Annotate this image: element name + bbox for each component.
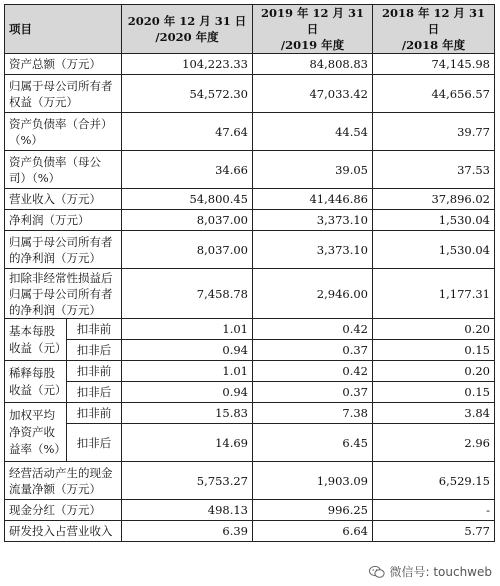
- row-group-label: 加权平均净资产收益率（%）: [5, 403, 67, 462]
- header-2018: 2018 年 12 月 31 日 /2018 年度: [373, 5, 495, 54]
- cell-2020: 8,037.00: [122, 210, 253, 231]
- row-group-label: 基本每股收益（元）: [5, 319, 67, 361]
- cell-2019: 3,373.10: [253, 231, 373, 269]
- cell-2020: 6.39: [122, 521, 253, 542]
- cell-2018: 0.20: [373, 361, 495, 382]
- financial-data-table: [4, 4, 495, 542]
- row-label: 资产负债率（合并）（%）: [5, 113, 122, 151]
- table-row: [5, 521, 495, 542]
- cell-2020: 14.69: [122, 424, 253, 462]
- cell-2020: 34.66: [122, 151, 253, 189]
- header-2020: 2020 年 12 月 31 日 /2020 年度: [122, 5, 253, 54]
- cell-2020: 1.01: [122, 319, 253, 340]
- cell-2020: 0.94: [122, 382, 253, 403]
- table-row: [5, 210, 495, 231]
- cell-2019: 3,373.10: [253, 210, 373, 231]
- cell-2019: 41,446.86: [253, 189, 373, 210]
- cell-2019: 0.42: [253, 319, 373, 340]
- row-sublabel: 扣非前: [67, 361, 122, 382]
- cell-2019: 0.42: [253, 361, 373, 382]
- cell-2020: 47.64: [122, 113, 253, 151]
- cell-2020: 7,458.78: [122, 269, 253, 319]
- row-label: 归属于母公司所有者权益（万元）: [5, 75, 122, 113]
- header-item: 项目: [5, 5, 122, 54]
- table-row: [5, 382, 495, 403]
- cell-2018: 0.20: [373, 319, 495, 340]
- table-row: [5, 361, 495, 382]
- cell-2019: 0.37: [253, 340, 373, 361]
- cell-2019: 7.38: [253, 403, 373, 424]
- table-row: [5, 340, 495, 361]
- table-row: [5, 403, 495, 424]
- row-label: 现金分红（万元）: [5, 500, 122, 521]
- row-label: 营业收入（万元）: [5, 189, 122, 210]
- header-2019: 2019 年 12 月 31 日 /2019 年度: [253, 5, 373, 54]
- row-label: 净利润（万元）: [5, 210, 122, 231]
- cell-2018: 0.15: [373, 340, 495, 361]
- row-sublabel: 扣非后: [67, 424, 122, 462]
- table-row: [5, 500, 495, 521]
- table-row: [5, 462, 495, 500]
- table-row: [5, 231, 495, 269]
- cell-2018: 37.53: [373, 151, 495, 189]
- cell-2019: 2,946.00: [253, 269, 373, 319]
- cell-2020: 498.13: [122, 500, 253, 521]
- cell-2020: 5,753.27: [122, 462, 253, 500]
- row-sublabel: 扣非后: [67, 382, 122, 403]
- row-group-label: 稀释每股收益（元）: [5, 361, 67, 403]
- cell-2018: 44,656.57: [373, 75, 495, 113]
- table-header-row: [5, 5, 495, 54]
- cell-2018: 6,529.15: [373, 462, 495, 500]
- cell-2019: 39.05: [253, 151, 373, 189]
- row-sublabel: 扣非前: [67, 403, 122, 424]
- row-label: 资产负债率（母公司）（%）: [5, 151, 122, 189]
- cell-2018: 1,177.31: [373, 269, 495, 319]
- wechat-watermark: [369, 563, 492, 580]
- cell-2019: 1,903.09: [253, 462, 373, 500]
- cell-2018: 0.15: [373, 382, 495, 403]
- cell-2018: 74,145.98: [373, 54, 495, 75]
- table-row: [5, 151, 495, 189]
- cell-2018: -: [373, 500, 495, 521]
- cell-2018: 5.77: [373, 521, 495, 542]
- cell-2019: 996.25: [253, 500, 373, 521]
- cell-2019: 44.54: [253, 113, 373, 151]
- table-row: [5, 424, 495, 462]
- wechat-icon: [369, 565, 385, 579]
- cell-2020: 104,223.33: [122, 54, 253, 75]
- table-row: [5, 269, 495, 319]
- row-label: 经营活动产生的现金流量净额（万元）: [5, 462, 122, 500]
- table-row: [5, 113, 495, 151]
- cell-2018: 39.77: [373, 113, 495, 151]
- cell-2020: 1.01: [122, 361, 253, 382]
- cell-2020: 8,037.00: [122, 231, 253, 269]
- row-label: 资产总额（万元）: [5, 54, 122, 75]
- cell-2019: 84,808.83: [253, 54, 373, 75]
- table-row: [5, 189, 495, 210]
- table-row: [5, 54, 495, 75]
- cell-2018: 3.84: [373, 403, 495, 424]
- row-label: 研发投入占营业收入: [5, 521, 122, 542]
- cell-2020: 54,800.45: [122, 189, 253, 210]
- table-row: [5, 75, 495, 113]
- cell-2019: 6.45: [253, 424, 373, 462]
- row-sublabel: 扣非后: [67, 340, 122, 361]
- cell-2020: 15.83: [122, 403, 253, 424]
- cell-2019: 6.64: [253, 521, 373, 542]
- cell-2018: 37,896.02: [373, 189, 495, 210]
- cell-2019: 0.37: [253, 382, 373, 403]
- row-label: 归属于母公司所有者的净利润（万元）: [5, 231, 122, 269]
- watermark-text: 微信号: touchweb: [389, 565, 492, 579]
- cell-2020: 54,572.30: [122, 75, 253, 113]
- table-row: [5, 319, 495, 340]
- cell-2018: 1,530.04: [373, 210, 495, 231]
- row-sublabel: 扣非前: [67, 319, 122, 340]
- cell-2018: 1,530.04: [373, 231, 495, 269]
- cell-2019: 47,033.42: [253, 75, 373, 113]
- row-label: 扣除非经常性损益后归属于母公司所有者的净利润（万元）: [5, 269, 122, 319]
- cell-2020: 0.94: [122, 340, 253, 361]
- cell-2018: 2.96: [373, 424, 495, 462]
